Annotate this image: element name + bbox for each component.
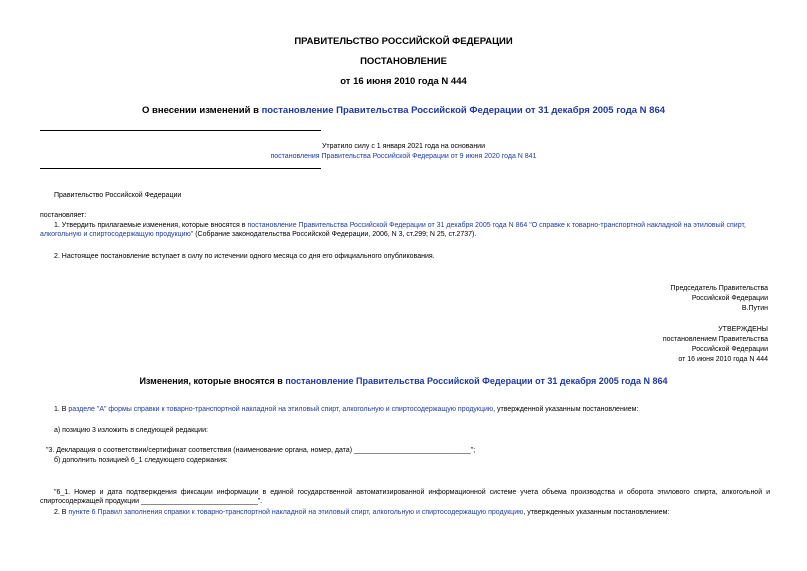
change-1-item-b: б) дополнить позицией 6_1 следующего содержания: <box>54 457 228 464</box>
change-1-prefix: 1. В <box>54 406 69 413</box>
document-title <box>0 105 807 116</box>
changes-heading-link[interactable]: постановление Правительства Российской Федерации от 31 декабря 2005 года N 864 <box>285 376 668 386</box>
changes-heading-prefix: Изменения, которые вносятся в <box>139 376 286 386</box>
approved-line-4: от 16 июня 2010 года N 444 <box>678 356 768 363</box>
top-divider <box>40 130 321 131</box>
change-1-suffix: , утвержденной указанным постановлением: <box>493 406 639 413</box>
change-2-prefix: 2. В <box>54 509 69 516</box>
approved-line-2: постановлением Правительства <box>662 336 768 343</box>
signature-title: Председатель Правительства <box>670 285 768 292</box>
document-date: от 16 июня 2010 года N 444 <box>340 76 467 87</box>
change-1-item-a: а) позицию 3 изложить в следующей редакции: <box>54 427 208 434</box>
change-1 <box>54 405 638 414</box>
item-3-text: "3. Декларация о соответствии/сертификат соответствия (наименование органа, номер, дата) ______________________________"; <box>46 447 476 454</box>
change-1-link[interactable]: разделе "А" формы справки к товарно-транспортной накладной на этиловый спирт, алкогольную и спиртосодержащую продукцию <box>68 406 494 413</box>
repeal-notice: Утратило силу с 1 января 2021 года на основании <box>321 143 486 150</box>
title-link[interactable]: постановление Правительства Российской Федерации от 31 декабря 2005 года N 864 <box>261 105 666 116</box>
paragraph-1 <box>40 221 770 239</box>
paragraph-1-citation: (Собрание законодательства Российской Федерации, 2006, N 3, ст.299; N 25, ст.2737). <box>193 231 477 238</box>
approved-label: УТВЕРЖДЕНЫ <box>718 326 768 333</box>
government-header: ПРАВИТЕЛЬСТВО РОССИЙСКОЙ ФЕДЕРАЦИИ <box>294 36 513 47</box>
signature-name: В.Путин <box>741 305 768 312</box>
repeal-notice-link[interactable]: постановления Правительства Российской Федерации от 9 июня 2020 года N 841 <box>270 153 537 160</box>
paragraph-2: 2. Настоящее постановление вступает в силу по истечении одного месяца со дня его официального опубликования. <box>54 253 435 260</box>
signature-org: Российской Федерации <box>691 295 768 302</box>
paragraph-1-text: 1. Утвердить прилагаемые изменения, которые вносятся в <box>54 222 248 229</box>
item-6-1-text: "6_1. Номер и дата подтверждения фиксации информации в единой государственной автоматизированной информационной системе учета объема производства и оборота этилового спирта, алкогольной и спиртосодержащей продукции ______________________________". <box>40 489 770 505</box>
title-prefix: О внесении изменений в <box>141 105 262 116</box>
change-2-suffix: , утвержденных указанным постановлением: <box>523 509 670 516</box>
change-2 <box>54 508 669 517</box>
bottom-divider <box>40 168 321 169</box>
approved-line-3: Российской Федерации <box>691 346 768 353</box>
government-rf: Правительство Российской Федерации <box>54 192 182 199</box>
paragraph-1-link[interactable]: постановление Правительства Российской Федерации от 31 декабря 2005 года N 864 "О справке к товарно-транспортной накладной на этиловый спирт, алкогольную и спиртосодержащую продукцию" <box>40 222 746 238</box>
document-type: ПОСТАНОВЛЕНИЕ <box>360 56 447 67</box>
decrees-label: постановляет: <box>40 212 87 219</box>
change-2-link[interactable]: пункте 6 Правил заполнения справки к товарно-транспортной накладной на этиловый спирт, алкогольную и спиртосодержащую продукцию <box>68 509 524 516</box>
changes-heading <box>0 376 807 386</box>
